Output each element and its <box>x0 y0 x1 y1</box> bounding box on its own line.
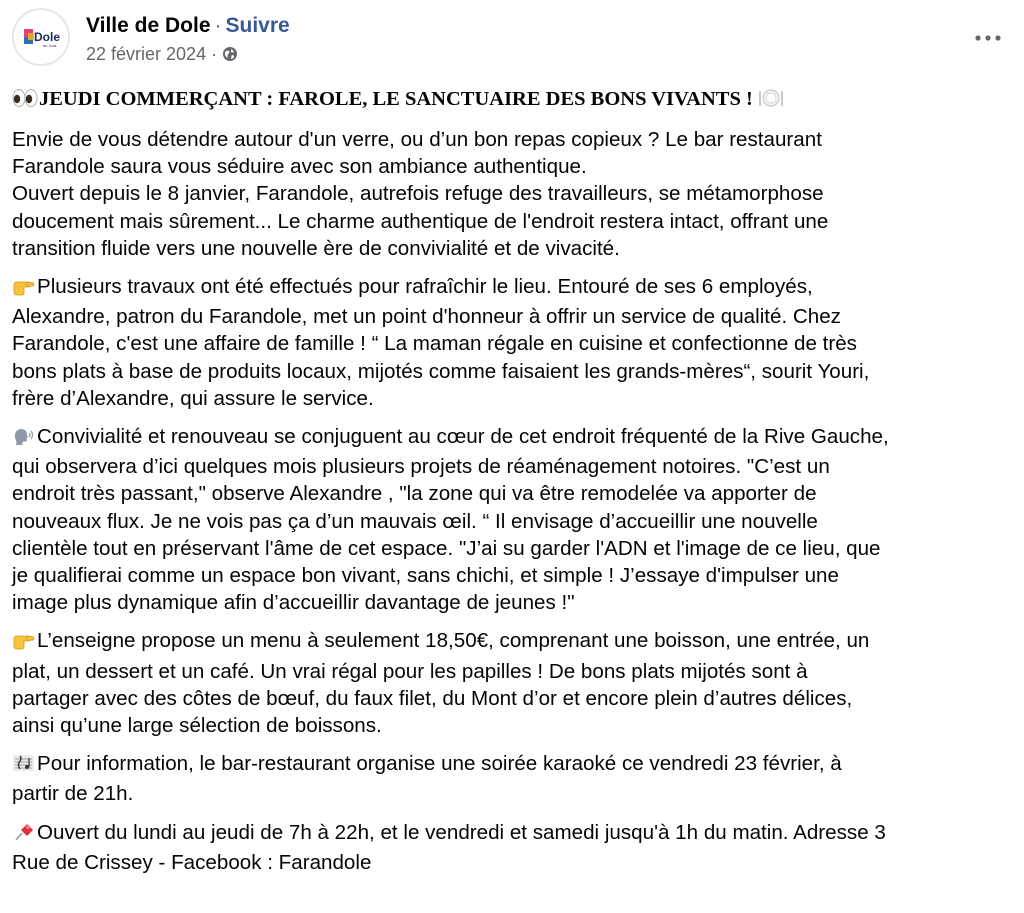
paragraph-line <box>12 126 1012 153</box>
line-text: partager avec des côtes de bœuf, du faux filet, du Mont d’or et encore plein d’autres délices, <box>12 686 853 710</box>
line-text: Ouvert du lundi au jeudi de 7h à 22h, et le vendredi et samedi jusqu'à 1h du matin. Adresse 3 <box>37 820 886 844</box>
post-date-link[interactable]: 22 février 2024 <box>86 44 207 64</box>
paragraph-line <box>12 627 1012 657</box>
page-name-link[interactable]: Ville de Dole <box>86 14 211 37</box>
paragraph-line <box>12 153 1012 180</box>
paragraph-line <box>12 235 1012 262</box>
post-paragraph <box>12 423 1012 616</box>
pushpin-icon <box>12 822 36 849</box>
meta-separator-dot: · <box>211 44 218 64</box>
line-text: je qualifierai comme un espace bon vivant, sans chichi, et simple ! J’essaye d'impulser une <box>12 564 839 588</box>
line-text: clientèle tout en préservant l'âme de cet espace. "J’ai su garder l'ADN et l'image de ce lieu, que <box>12 536 881 560</box>
line-text: Farandole, c'est une affaire de famille ! “ La maman régale en cuisine et confectionne de très <box>12 332 857 356</box>
paragraph-line <box>12 273 1012 303</box>
line-text: Pour information, le bar-restaurant organise une soirée karaoké ce vendredi 23 février, à <box>37 752 842 776</box>
paragraph-line <box>12 819 1012 849</box>
paragraph-line <box>12 562 1012 589</box>
paragraph-line <box>12 208 1012 235</box>
follow-button[interactable]: Suivre <box>225 14 290 37</box>
line-text: plat, un dessert et un café. Un vrai régal pour les papilles ! De bons plats mijotés sont à <box>12 659 808 683</box>
paragraph-line <box>12 180 1012 207</box>
paragraph-line <box>12 423 1012 453</box>
line-text: L’enseigne propose un menu à seulement 18,50€, comprenant une boisson, une entrée, un <box>37 629 870 653</box>
line-text: frère d’Alexandre, qui assure le service. <box>12 386 374 410</box>
line-text: Rue de Crissey - Facebook : Farandole <box>12 850 372 874</box>
line-text: Farandole saura vous séduire avec son ambiance authentique. <box>12 155 587 179</box>
line-text: doucement mais sûrement... Le charme authentique de l'endroit restera intact, offrant une <box>12 209 829 233</box>
avatar-logo-subtext: du Jura <box>43 43 57 48</box>
line-text: nouveaux flux. Je ne vois pas ça d’un mauvais œil. “ Il envisage d’accueillir une nouvelle <box>12 509 818 533</box>
paragraph-line <box>12 508 1012 535</box>
plate-cutlery-icon <box>758 88 784 116</box>
avatar[interactable] <box>12 8 70 66</box>
paragraph-line <box>12 658 1012 685</box>
paragraph-line <box>12 589 1012 616</box>
pointing-hand-icon <box>12 630 36 657</box>
paragraph-line <box>12 303 1012 330</box>
paragraph-line <box>12 780 1012 807</box>
paragraph-line <box>12 849 1012 876</box>
line-text: Plusieurs travaux ont été effectués pour rafraîchir le lieu. Entouré de ses 6 employés, <box>37 275 813 299</box>
post-paragraph <box>12 750 1012 807</box>
page-name-line <box>86 12 290 40</box>
line-text: partir de 21h. <box>12 782 134 806</box>
line-text: bons plats à base de produits locaux, mijotés comme faisaient les grands-mères“, sourit Youri, <box>12 359 870 383</box>
more-options-button[interactable] <box>970 26 1006 50</box>
line-text: Alexandre, patron du Farandole, met un point d'honneur à offrir un service de qualité. Chez <box>12 305 841 329</box>
paragraph-line <box>12 685 1012 712</box>
post-body <box>12 85 1012 887</box>
paragraph-line <box>12 453 1012 480</box>
post-headline-text: JEUDI COMMERÇANT : FAROLE, LE SANCTUAIRE DES BONS VIVANTS ! <box>39 88 753 110</box>
line-text: Convivialité et renouveau se conjuguent au cœur de cet endroit fréquenté de la Rive Gauche, <box>37 425 889 449</box>
line-text: qui observera d’ici quelques mois plusieurs projets de réaménagement notoires. "C’est un <box>12 455 830 479</box>
post-paragraph <box>12 819 1012 876</box>
post-header <box>12 8 1012 68</box>
paragraph-line <box>12 358 1012 385</box>
paragraph-line <box>12 330 1012 357</box>
globe-icon[interactable] <box>222 46 238 62</box>
post-headline <box>12 85 1012 116</box>
dole-logo-icon <box>14 10 68 64</box>
line-text: endroit très passant," observe Alexandre , "la zone qui va être remodelée va apporter de <box>12 482 817 506</box>
paragraph-line <box>12 712 1012 739</box>
separator-dot: · <box>214 14 222 37</box>
post-paragraph <box>12 126 1012 262</box>
more-horizontal-icon <box>974 34 1002 42</box>
paragraph-line <box>12 480 1012 507</box>
paragraph-line <box>12 385 1012 412</box>
music-score-icon <box>12 753 36 780</box>
line-text: Ouvert depuis le 8 janvier, Farandole, autrefois refuge des travailleurs, se métamorphose <box>12 182 824 206</box>
line-text: ainsi qu’une large sélection de boissons. <box>12 714 382 738</box>
post-paragraph <box>12 273 1012 412</box>
eyes-icon <box>12 88 38 116</box>
post-meta <box>86 42 238 66</box>
post-paragraph <box>12 627 1012 739</box>
paragraph-line <box>12 750 1012 780</box>
pointing-hand-icon <box>12 276 36 303</box>
line-text: Envie de vous détendre autour d'un verre, ou d’un bon repas copieux ? Le bar restaurant <box>12 128 822 151</box>
speaking-head-icon <box>12 426 36 453</box>
avatar-logo-text: Dole <box>34 30 61 44</box>
line-text: image plus dynamique afin d’accueillir davantage de jeunes !" <box>12 591 575 615</box>
paragraph-line <box>12 535 1012 562</box>
post-paragraphs <box>12 126 1012 876</box>
line-text: transition fluide vers une nouvelle ère de convivialité et de vivacité. <box>12 236 620 260</box>
